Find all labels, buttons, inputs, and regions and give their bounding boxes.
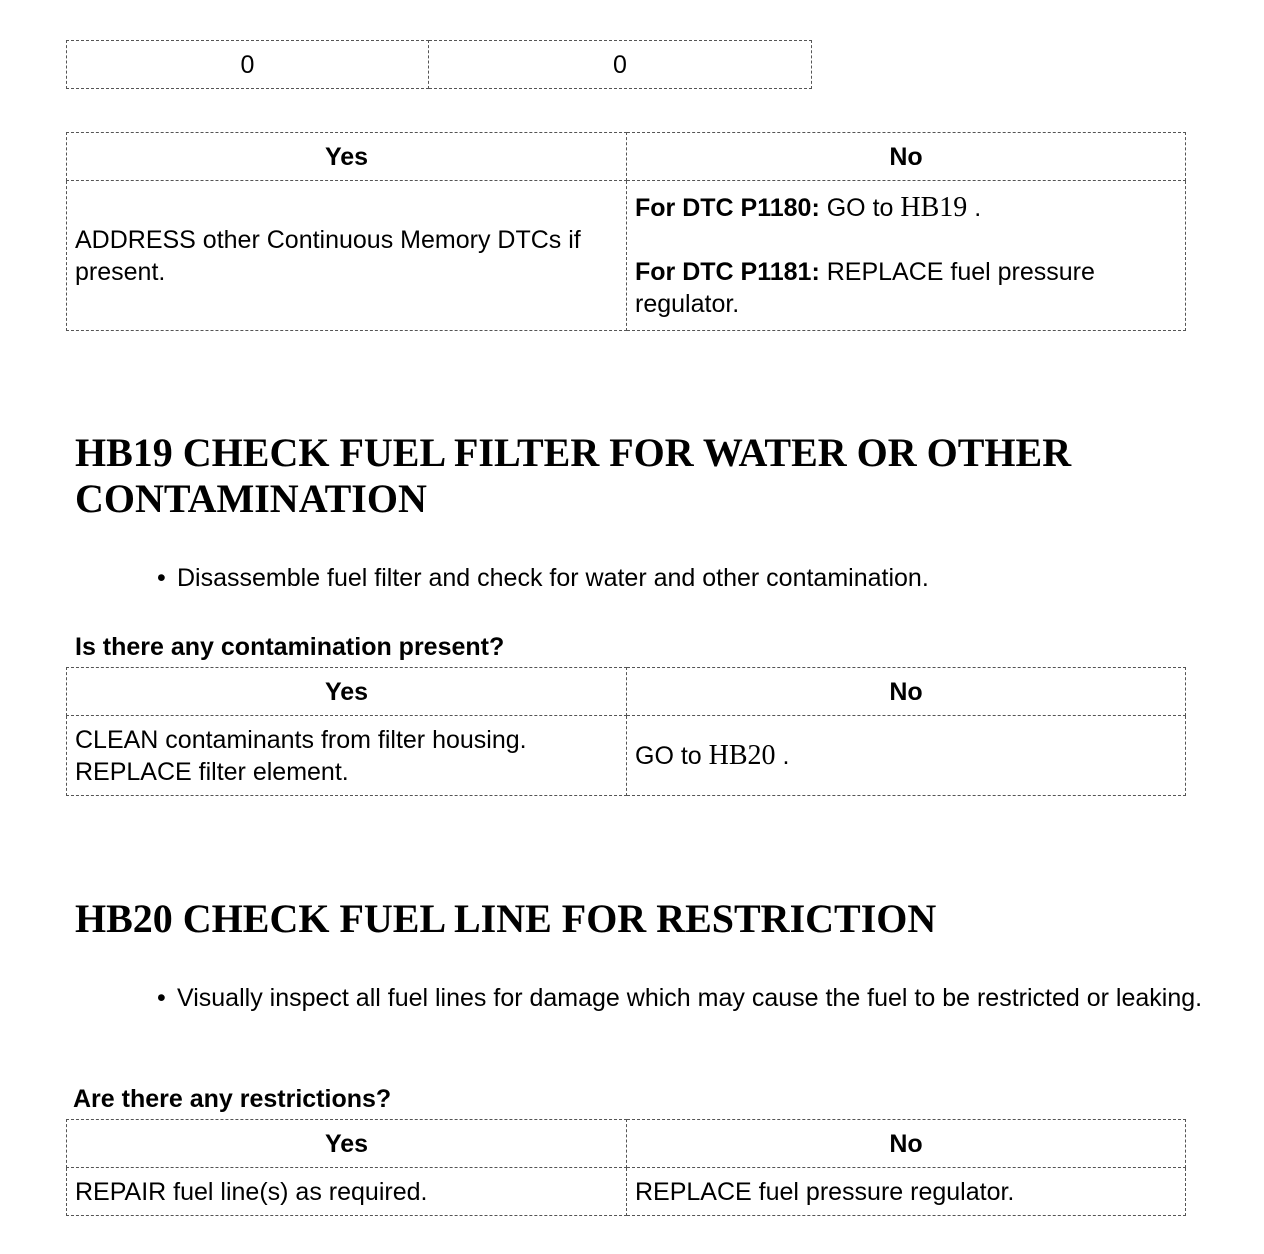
- dtc-label: For DTC P1180:: [635, 193, 820, 222]
- no-cell: REPLACE fuel pressure regulator.: [627, 1168, 1186, 1216]
- result-table-hb20: [66, 1119, 1186, 1216]
- yes-cell: CLEAN contaminants from filter housing. REPLACE filter element.: [67, 716, 627, 796]
- yes-cell: REPAIR fuel line(s) as required.: [67, 1168, 627, 1216]
- result-table-1: [66, 132, 1186, 331]
- no-header: No: [627, 133, 1186, 181]
- question-hb20: Are there any restrictions?: [73, 1085, 392, 1113]
- no-header: No: [627, 1120, 1186, 1168]
- no-header: No: [627, 668, 1186, 716]
- bullet-icon: •: [157, 564, 166, 592]
- bullet-text: Visually inspect all fuel lines for damage which may cause the fuel to be restricted or leaking.: [177, 984, 1203, 1012]
- bullet-item: [157, 562, 1237, 594]
- cell-text: GO to: [819, 193, 901, 222]
- no-cell: [627, 716, 1186, 796]
- no-cell: [627, 181, 1186, 331]
- bullet-icon: •: [157, 984, 166, 1012]
- cell-text: .: [775, 741, 790, 770]
- yes-header: Yes: [67, 1120, 627, 1168]
- cell-text: GO to: [635, 741, 709, 770]
- cell-text: .: [967, 193, 982, 222]
- step-link-hb20[interactable]: HB20: [708, 739, 776, 771]
- question-hb19: Is there any contamination present?: [75, 633, 505, 661]
- top-table-cell: 0: [429, 41, 812, 89]
- yes-header: Yes: [67, 133, 627, 181]
- top-table-cell: 0: [67, 41, 429, 89]
- cell-text: REPLACE fuel pressure regulator.: [635, 257, 1095, 318]
- dtc-label: For DTC P1181:: [635, 257, 820, 286]
- step-title-hb20: HB20 CHECK FUEL LINE FOR RESTRICTION: [75, 896, 937, 941]
- yes-header: Yes: [67, 668, 627, 716]
- step-link-hb19[interactable]: HB19: [900, 191, 968, 223]
- bullet-text: Disassemble fuel filter and check for water and other contamination.: [177, 564, 929, 592]
- top-table: [66, 40, 812, 89]
- yes-cell: ADDRESS other Continuous Memory DTCs if present.: [67, 181, 627, 331]
- bullet-item: [157, 982, 1217, 1014]
- result-table-hb19: [66, 667, 1186, 796]
- step-title-hb19: HB19 CHECK FUEL FILTER FOR WATER OR OTHER CONTAMINATION: [75, 430, 1072, 521]
